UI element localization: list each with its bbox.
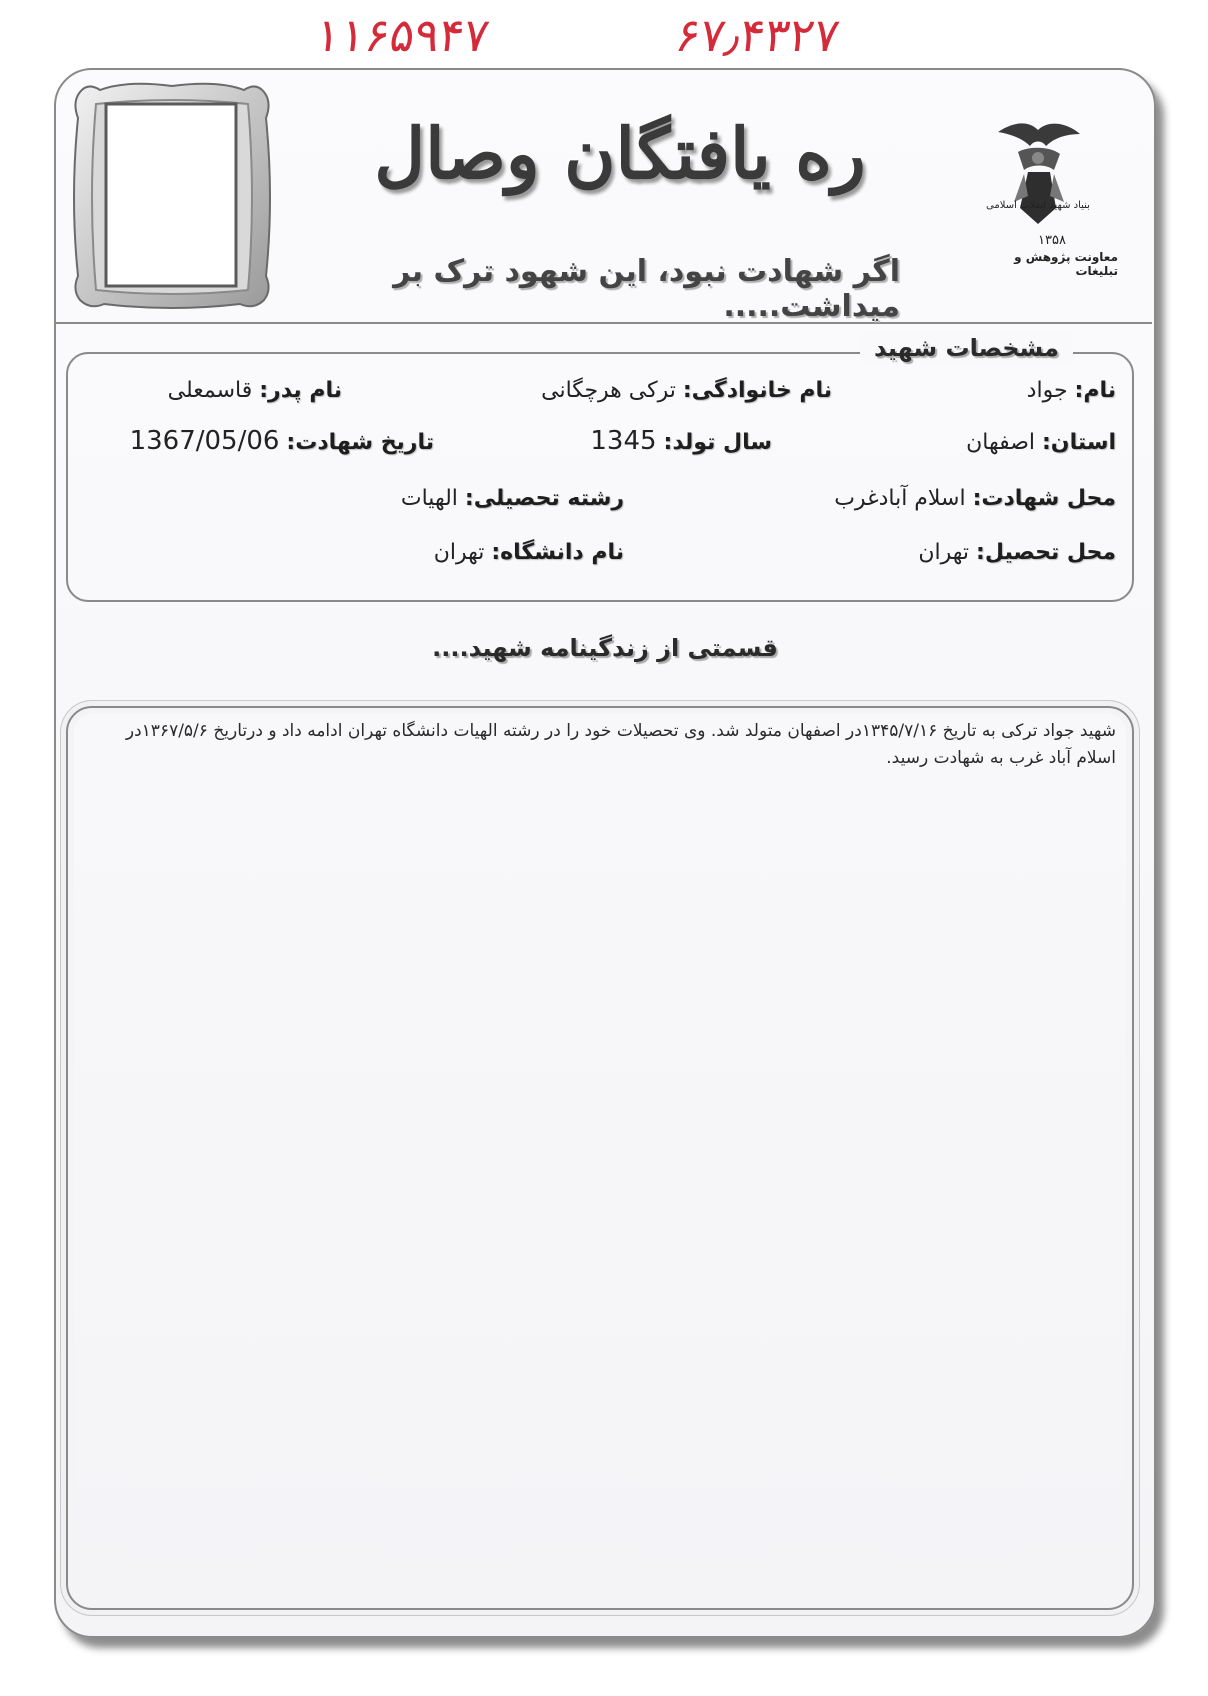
biography-box — [66, 706, 1134, 1610]
field-university-name — [434, 540, 624, 565]
field-label: محل تحصیل: — [976, 540, 1116, 565]
field-value: جواد — [1026, 378, 1068, 403]
field-last-name — [541, 378, 832, 403]
field-value: 1367/05/06 — [129, 426, 280, 456]
field-value: قاسمعلی — [167, 378, 253, 403]
field-value: تهران — [918, 540, 970, 565]
field-label: استان: — [1042, 430, 1116, 455]
biography-text: شهید جواد ترکی به تاریخ ۱۳۴۵/۷/۱۶در اصفهان متولد شد. وی تحصیلات خود را در رشته الهیات دانشگاه تهران ادامه داد و درتاریخ ۱۳۶۷/۵/۶در اسلام آباد غرب به شهادت رسید. — [125, 721, 1116, 768]
page-subtitle: اگر شهادت نبود، این شهود ترک بر میداشت..... — [393, 254, 900, 324]
logo-year: ۱۳۵۸ — [1038, 233, 1066, 248]
field-first-name — [1027, 378, 1116, 403]
field-father-name — [168, 378, 342, 403]
field-label: نام دانشگاه: — [491, 540, 624, 565]
handwritten-number-right: ۶۷٫۴۳۲۷ — [672, 8, 843, 62]
martyr-details-legend: مشخصات شهید — [860, 334, 1073, 362]
field-label: محل شهادت: — [972, 486, 1116, 511]
biography-heading: قسمتی از زندگینامه شهید.... — [432, 634, 778, 662]
field-value: اصفهان — [966, 430, 1035, 455]
field-label: نام: — [1074, 378, 1116, 403]
field-study-place — [918, 540, 1116, 565]
field-label: سال تولد: — [663, 430, 772, 455]
field-value: الهیات — [400, 486, 458, 511]
handwritten-number-left: ۱۱۶۵۹۴۷ — [312, 8, 493, 62]
field-label: نام پدر: — [259, 378, 342, 403]
field-label: تاریخ شهادت: — [286, 430, 434, 455]
field-birth-year — [590, 426, 772, 456]
page-title: ره یافتگان وصال — [374, 112, 866, 195]
foundation-logo-icon — [958, 112, 1118, 272]
field-value: 1345 — [590, 426, 657, 456]
field-martyrdom-date — [130, 426, 434, 456]
logo-org-name: بنیاد شهید انقلاب اسلامی — [986, 200, 1090, 211]
field-value: تهران — [433, 540, 485, 565]
field-value: اسلام آبادغرب — [834, 486, 966, 511]
field-label: رشته تحصیلی: — [464, 486, 624, 511]
photo-frame — [66, 78, 278, 316]
field-field-of-study — [401, 486, 624, 511]
field-martyrdom-place — [834, 486, 1116, 511]
field-label: نام خانوادگی: — [682, 378, 832, 403]
logo-department: معاونت پژوهش و تبلیغات — [1014, 250, 1118, 278]
field-value: ترکی هرچگانی — [541, 378, 676, 403]
field-province — [966, 430, 1116, 455]
